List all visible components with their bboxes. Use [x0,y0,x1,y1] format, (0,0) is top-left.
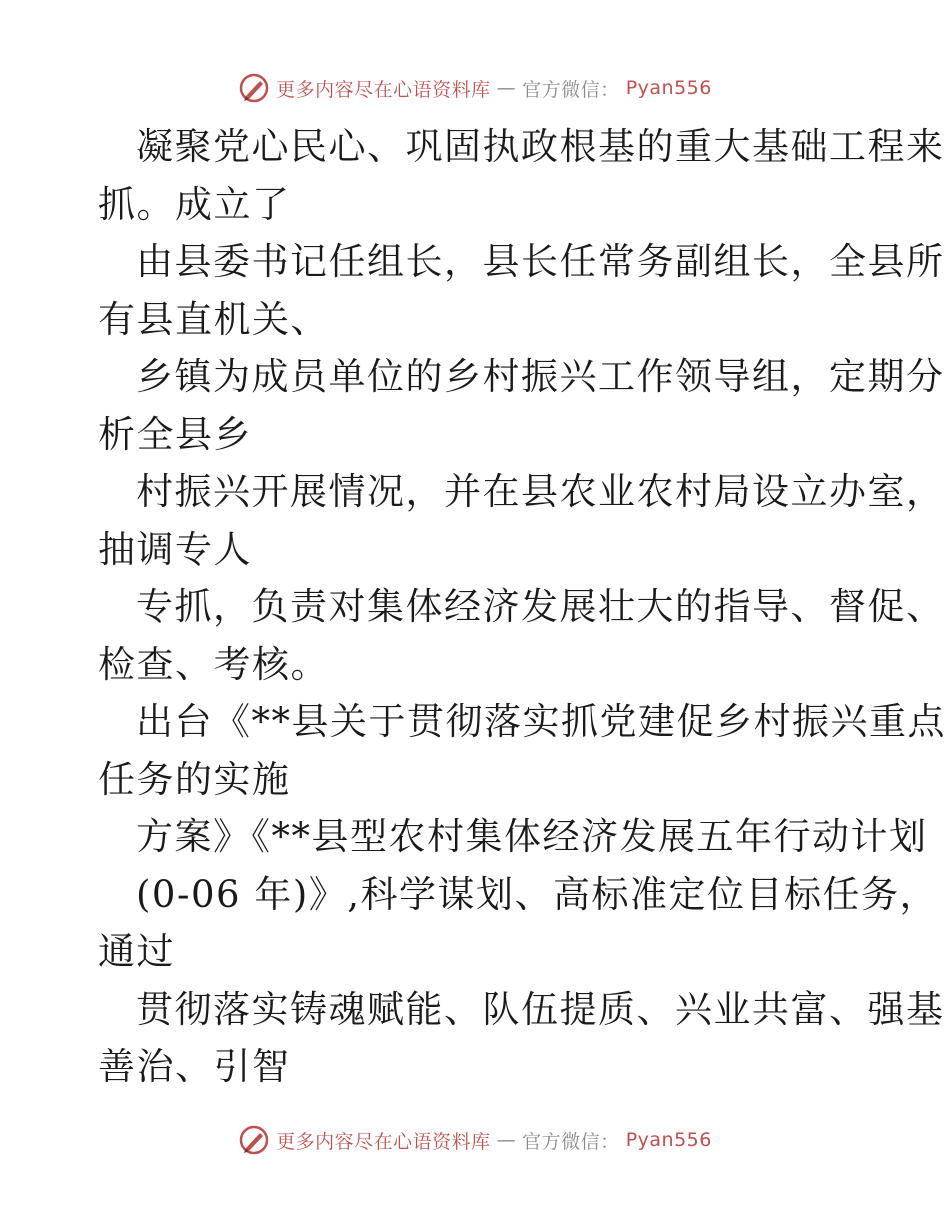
text-line: 专抓，负责对集体经济发展壮大的指导、督促、 [136,585,945,628]
text-line: 检查、考核。 [98,642,329,686]
text-line: 出台《**县关于贯彻落实抓党建促乡村振兴重点 [136,700,946,743]
document-body [98,118,946,1096]
text-line: 凝聚党心民心、巩固执政根基的重大基础工程来 [136,125,945,168]
pen-logo-icon [238,1124,270,1156]
watermark-separator: — [496,1129,517,1151]
watermark-wechat-label: 官方微信： [522,1130,620,1153]
footer-watermark [0,1124,950,1156]
text-line: 由县委书记任组长，县长任常务副组长，全县所 [136,240,945,283]
text-line: 有县直机关、 [98,297,329,341]
text-line: 善治、引智 [98,1045,291,1088]
watermark-wechat-id: Pyan556 [625,1129,712,1151]
text-line: 抽调专人 [98,527,252,571]
text-line: 析全县乡 [98,412,252,456]
pen-logo-icon [238,72,270,104]
text-line: 贯彻落实铸魂赋能、队伍提质、兴业共富、强基 [136,987,945,1031]
text-line: 任务的实施 [98,757,291,801]
text-line: 村振兴开展情况，并在县农业农村局设立办室， [136,470,945,513]
watermark-separator: — [496,77,517,99]
watermark-main-text: 更多内容尽在心语资料库 [276,1130,491,1153]
text-line: 乡镇为成员单位的乡村振兴工作领导组，定期分 [136,355,945,398]
text-line: (0-06 年)》,科学谋划、高标准定位目标任务， [136,872,939,916]
text-line: 方案》《**县型农村集体经济发展五年行动计划 [136,815,928,858]
text-line: 抓。成立了 [98,182,291,226]
header-watermark [0,72,950,104]
watermark-wechat-label: 官方微信： [522,78,620,101]
watermark-wechat-id: Pyan556 [625,77,712,99]
text-line: 通过 [98,930,175,973]
watermark-main-text: 更多内容尽在心语资料库 [276,78,491,101]
